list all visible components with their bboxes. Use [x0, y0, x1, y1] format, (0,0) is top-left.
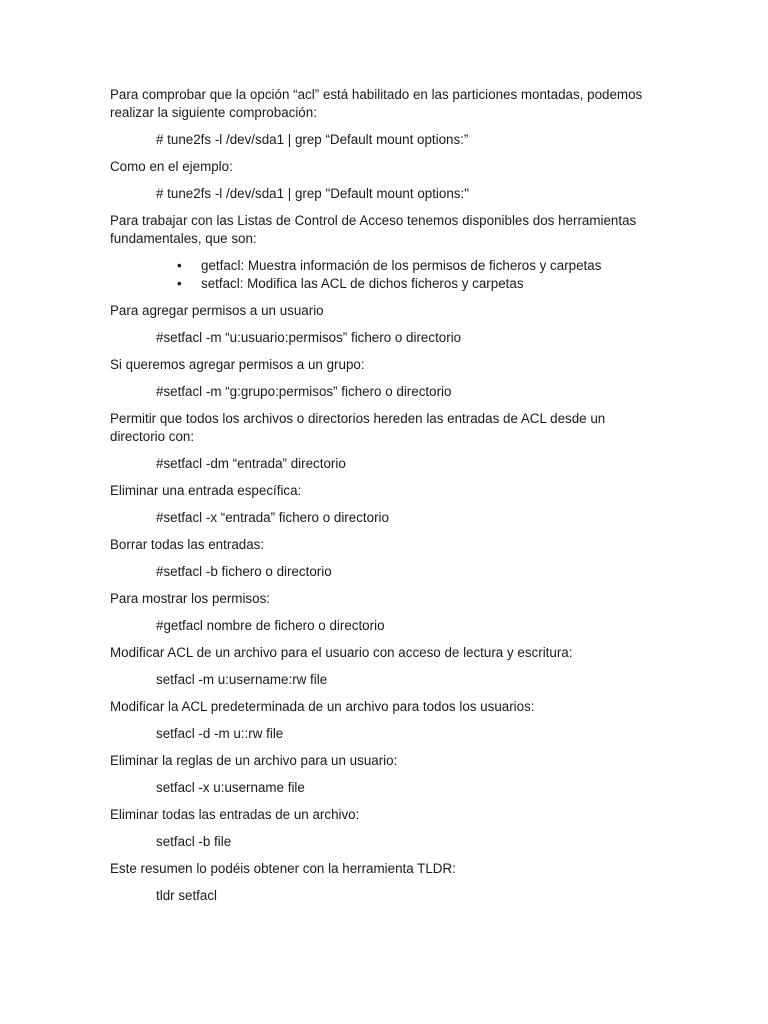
list-item-text: setfacl: Modifica las ACL de dichos ficheros y carpetas — [201, 276, 524, 291]
paragraph: Modificar ACL de un archivo para el usuario con acceso de lectura y escritura: — [110, 645, 573, 660]
list-item — [110, 257, 658, 275]
command-line: setfacl -x u:username file — [156, 780, 305, 795]
command-line: #setfacl -m “u:usuario:permisos” fichero o directorio — [156, 330, 462, 345]
command-line: tldr setfacl — [156, 888, 218, 903]
command-line: setfacl -m u:username:rw file — [156, 672, 328, 687]
paragraph: Eliminar todas las entradas de un archivo: — [110, 807, 360, 822]
paragraph: Si queremos agregar permisos a un grupo: — [110, 357, 365, 372]
paragraph: Para comprobar que la opción “acl” está habilitado en las particiones montadas, podemos realizar la siguiente comprobación: — [110, 87, 643, 120]
command-line: #setfacl -dm “entrada” directorio — [156, 456, 346, 471]
document-page — [110, 86, 658, 914]
command-line: # tune2fs -l /dev/sda1 | grep "Default mount options:" — [156, 186, 469, 201]
paragraph: Eliminar la reglas de un archivo para un usuario: — [110, 753, 398, 768]
paragraph: Borrar todas las entradas: — [110, 537, 265, 552]
command-line: setfacl -b file — [156, 834, 232, 849]
paragraph: Para trabajar con las Listas de Control de Acceso tenemos disponibles dos herramientas fundamentales, que son: — [110, 213, 637, 246]
paragraph: Como en el ejemplo: — [110, 159, 233, 174]
command-line: setfacl -d -m u::rw file — [156, 726, 284, 741]
bullet-icon: • — [177, 258, 182, 273]
command-line: #setfacl -m “g:grupo:permisos” fichero o directorio — [156, 384, 452, 399]
list-item-text: getfacl: Muestra información de los permisos de ficheros y carpetas — [201, 258, 602, 273]
paragraph: Eliminar una entrada específica: — [110, 483, 302, 498]
command-line: #setfacl -x “entrada” fichero o directorio — [156, 510, 389, 525]
paragraph: Este resumen lo podéis obtener con la herramienta TLDR: — [110, 861, 456, 876]
paragraph: Para mostrar los permisos: — [110, 591, 270, 606]
command-line: #getfacl nombre de fichero o directorio — [156, 618, 385, 633]
list-item — [110, 275, 658, 293]
paragraph: Para agregar permisos a un usuario — [110, 303, 324, 318]
paragraph: Permitir que todos los archivos o directorios hereden las entradas de ACL desde un directorio con: — [110, 411, 606, 444]
command-line: # tune2fs -l /dev/sda1 | grep “Default mount options:” — [156, 132, 469, 147]
bullet-icon: • — [177, 276, 182, 291]
bullet-list — [110, 257, 658, 293]
command-line: #setfacl -b fichero o directorio — [156, 564, 332, 579]
paragraph: Modificar la ACL predeterminada de un archivo para todos los usuarios: — [110, 699, 535, 714]
